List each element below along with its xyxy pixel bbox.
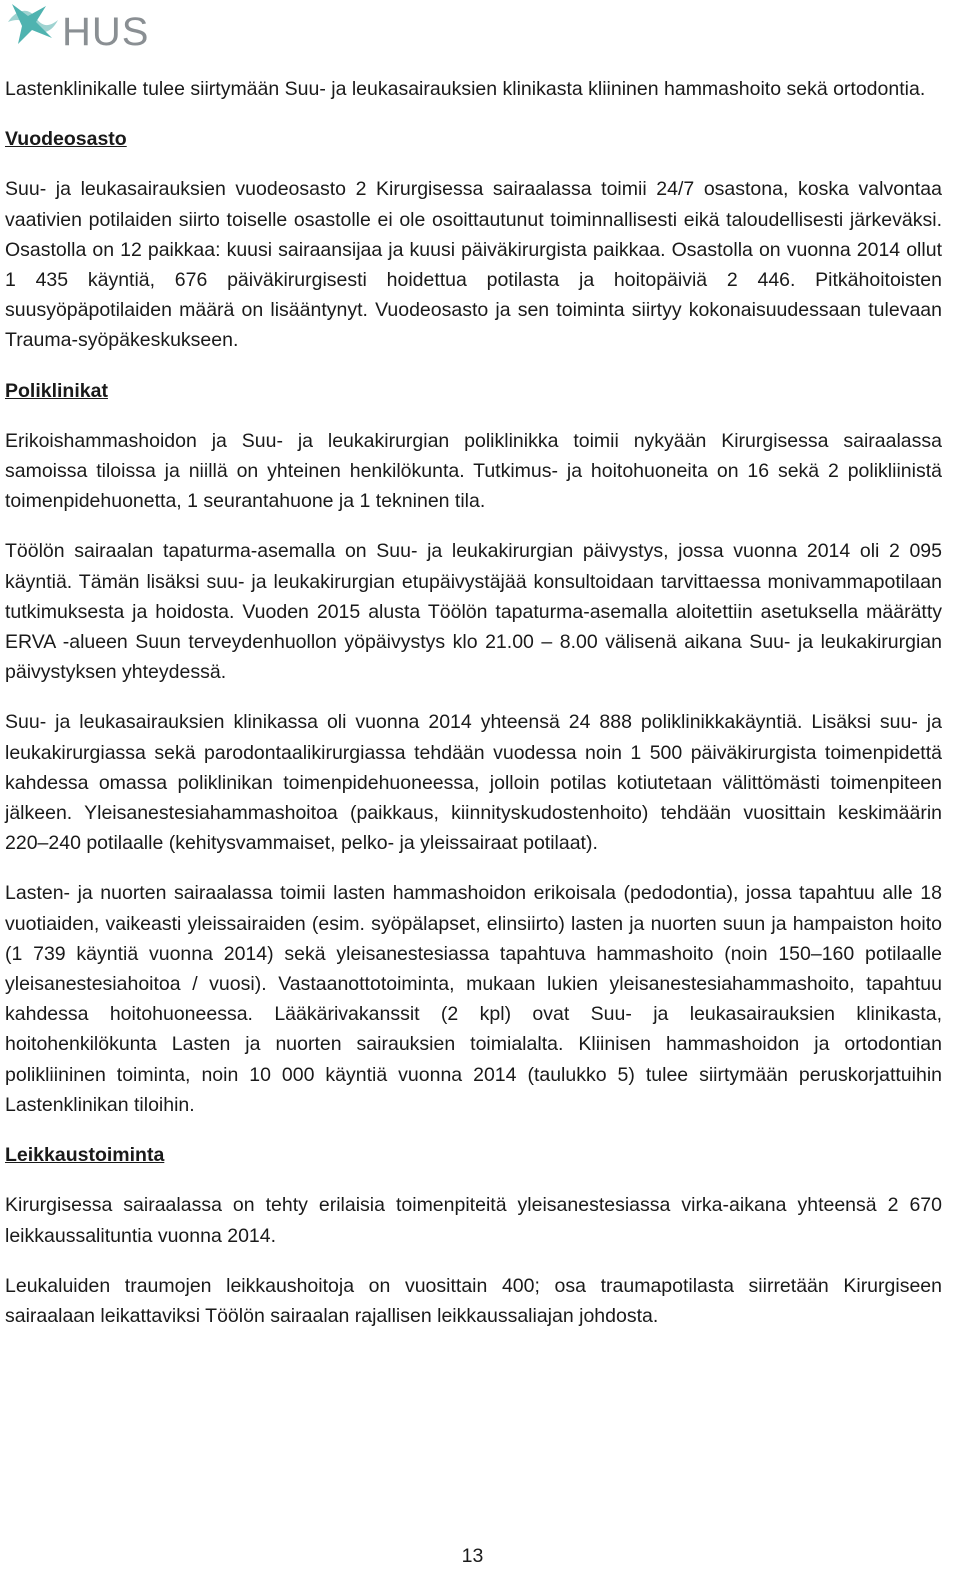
paragraph-lasten-hammashoito: Lasten- ja nuorten sairaalassa toimii lasten hammashoidon erikoisala (pedodontia), jossa tapahtuu alle 18 vuotiaiden, vaikeasti yleissairaiden (esim. syöpälapset, elinsiirto) lasten ja nuorten suun ja hampaiston hoito (1 739 käyntiä vuonna 2014) sekä yleisanestesiassa tapahtuva hammashoito (noin 150–160 potilaalle yleisanestesiahoitoa / vuosi). Vastaanottotoiminta, mukaan lukien yleisanestesiahammashoito, tapahtuu kahdessa hoitohuoneessa. Lääkärivakanssit (2 kpl) ovat Suu- ja leukasairauksien klinikasta, hoitohenkilökunta Lasten ja nuorten sairauksien toimialalta. Kliinisen hammashoidon ja ortodontian polikliininen toiminta, noin 10 000 käyntiä vuonna 2014 (taulukko 5) tulee siirtymään peruskorjattuihin Lastenklinikan tiloihin. bbox=[5, 882, 942, 1116]
paragraph-klinikkakaynnit: Suu- ja leukasairauksien klinikassa oli vuonna 2014 yhteensä 24 888 poliklinikkakäyntiä. Lisäksi suu- ja leukakirurgiassa sekä parodontaalikirurgiassa tehdään vuodessa noin 1 500 päiväkirurgista toimenpidettä kahdessa omassa poliklinikan toimenpidehuoneessa, jolloin potilas kotiutetaan välittömästi toimenpiteen jälkeen. Yleisanestesiahammashoitoa (paikkaus, kiinnityskudostenhoito) tehdään vuosittain keskimäärin 220–240 potilaalle (kehitysvammaiset, pelko- ja yleissairaat potilaat). bbox=[5, 711, 942, 855]
hus-logo-mark-icon bbox=[6, 2, 66, 52]
section-heading-leikkaustoiminta: Leikkaustoiminta bbox=[5, 1144, 165, 1167]
paragraph-paivystys: Töölön sairaalan tapaturma-asemalla on Suu- ja leukakirurgian päivystys, jossa vuonna 2014 oli 2 095 käyntiä. Tämän lisäksi suu- ja leukakirurgian etupäivystäjää konsultoidaan tarvittaessa monivammapotilaan tutkimuksesta ja hoidosta. Vuoden 2015 alusta Töölön tapaturma-asemalla aloitettiin asetuksella määrätty ERVA -alueen Suun terveydenhuollon yöpäivystys klo 21.00 – 8.00 välisenä aikana Suu- ja leukakirurgian päivystyksen yhteydessä. bbox=[5, 540, 942, 684]
intro-paragraph: Lastenklinikalle tulee siirtymään Suu- ja leukasairauksien klinikasta kliininen hammashoito sekä ortodontia. bbox=[5, 78, 926, 100]
paragraph-vuodeosasto: Suu- ja leukasairauksien vuodeosasto 2 Kirurgisessa sairaalassa toimii 24/7 osastona, koska valvontaa vaativien potilaiden siirto toiselle osastolle ei ole osoittautunut toiminnallisesti eikä taloudellisesti järkeväksi. Osastolla on 12 paikkaa: kuusi sairaansijaa ja kuusi päiväkirurgista paikkaa. Osastolla on vuonna 2014 ollut 1 435 käyntiä, 676 päiväkirurgisesti hoidettua potilasta ja hoitopäiviä 2 446. Pitkähoitoisten suusyöpäpotilaiden määrä on lisääntynyt. Vuodeosasto ja sen toiminta siirtyy kokonaisuudessaan tulevaan Trauma-syöpäkeskukseen. bbox=[5, 178, 942, 352]
hus-logo bbox=[6, 2, 156, 58]
document-body bbox=[5, 74, 942, 1351]
section-heading-vuodeosasto: Vuodeosasto bbox=[5, 128, 127, 151]
page-number: 13 bbox=[461, 1545, 484, 1567]
section-heading-poliklinikat: Poliklinikat bbox=[5, 379, 108, 402]
paragraph-leikkaussalitunnit: Kirurgisessa sairaalassa on tehty erilaisia toimenpiteitä yleisanestesiassa virka-aikana yhteensä 2 670 leikkaussalituntia vuonna 2014. bbox=[5, 1194, 942, 1247]
paragraph-traumaleikkaukset: Leukaluiden traumojen leikkaushoitoja on vuosittain 400; osa traumapotilasta siirretään Kirurgiseen sairaalaan leikattaviksi Töölön sairaalan rajallisen leikkaussaliajan johdosta. bbox=[5, 1274, 942, 1327]
logo-text: HUS bbox=[62, 10, 150, 54]
paragraph-poliklinikka: Erikoishammashoidon ja Suu- ja leukakirurgian poliklinikka toimii nykyään Kirurgisessa sairaalassa samoissa tiloissa ja niillä on yhteinen henkilökunta. Tutkimus- ja hoitohuoneita on 16 sekä 2 polikliinistä toimenpidehuonetta, 1 seurantahuone ja 1 tekninen tila. bbox=[5, 429, 942, 513]
